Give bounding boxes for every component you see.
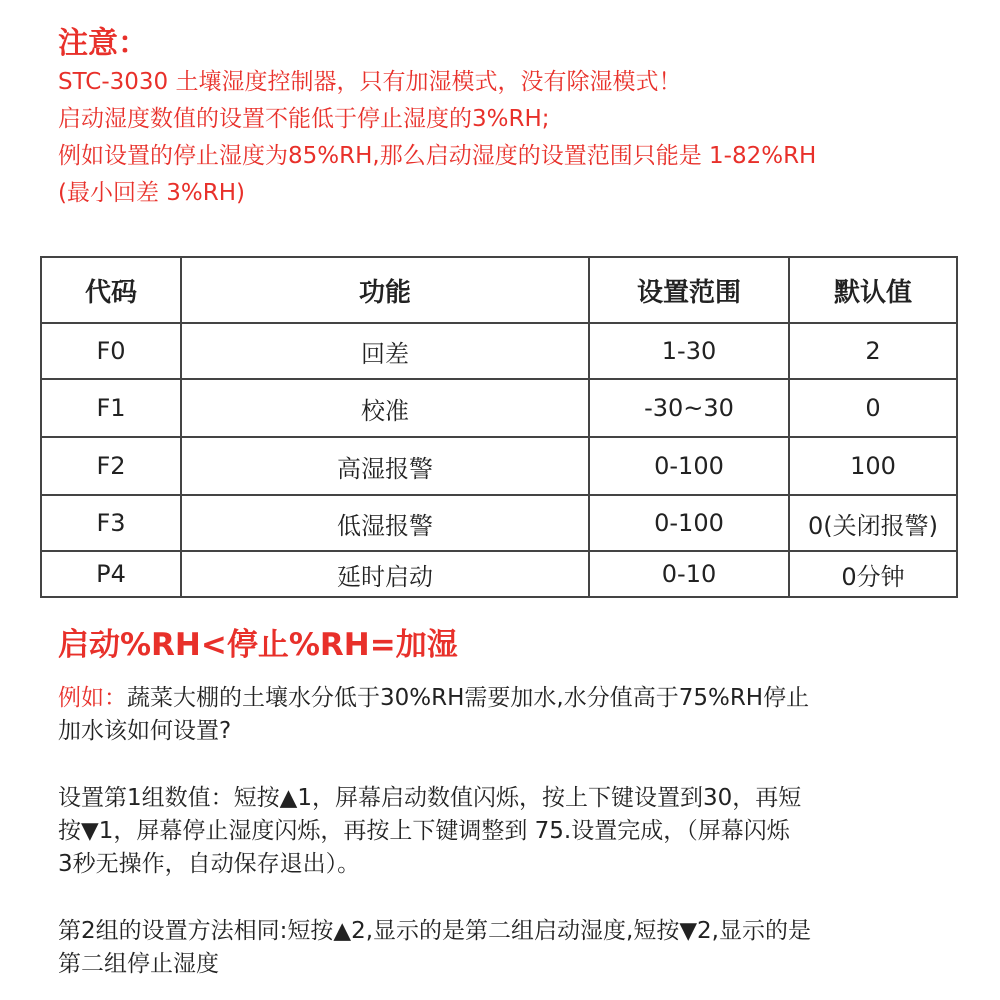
step2-line: 第二组停止湿度 (58, 951, 219, 977)
notice-title: 注意： (58, 26, 148, 61)
table-row (41, 379, 957, 437)
step1-line: 设置第1组数值：短按▲1，屏幕启动数值闪烁，按上下键设置到30，再短 (58, 785, 802, 811)
cell-function: 校准 (181, 379, 589, 437)
cell-code: F2 (41, 437, 181, 495)
cell-range: -30~30 (589, 379, 789, 437)
notice-block (58, 26, 988, 212)
step2-line: 第2组的设置方法相同:短按▲2,显示的是第二组启动湿度,短按▼2,显示的是 (58, 918, 811, 944)
cell-default: 100 (789, 437, 957, 495)
cell-range: 0-100 (589, 437, 789, 495)
header-default: 默认值 (789, 257, 957, 323)
cell-default: 0(关闭报警) (789, 495, 957, 551)
example-question-text: 蔬菜大棚的土壤水分低于30%RH需要加水,水分值高于75%RH停止 (127, 685, 810, 711)
humidify-rule: 启动%RH<停止%RH=加湿 (58, 627, 458, 663)
example-question (58, 682, 968, 715)
cell-default: 0 (789, 379, 957, 437)
notice-line: STC-3030 土壤湿度控制器，只有加湿模式，没有除湿模式！ (58, 69, 682, 95)
cell-default: 2 (789, 323, 957, 379)
cell-range: 1-30 (589, 323, 789, 379)
notice-line: 例如设置的停止湿度为85%RH,那么启动湿度的设置范围只能是 1-82%RH (58, 143, 817, 169)
header-code: 代码 (41, 257, 181, 323)
example-label: 例如： (58, 685, 127, 711)
example-question-cont: 加水该如何设置? (58, 718, 232, 744)
example-section (58, 682, 968, 981)
step1-line: 3秒无操作，自动保存退出）。 (58, 851, 361, 877)
table-row (41, 437, 957, 495)
cell-function: 低湿报警 (181, 495, 589, 551)
table-row (41, 551, 957, 597)
cell-code: F1 (41, 379, 181, 437)
notice-line: 启动湿度数值的设置不能低于停止湿度的3%RH; (58, 106, 550, 132)
cell-range: 0-100 (589, 495, 789, 551)
cell-code: F0 (41, 323, 181, 379)
cell-code: P4 (41, 551, 181, 597)
table-row (41, 495, 957, 551)
step1-line: 按▼1，屏幕停止湿度闪烁，再按上下键调整到 75.设置完成，（屏幕闪烁 (58, 818, 790, 844)
table-header-row (41, 257, 957, 323)
header-range: 设置范围 (589, 257, 789, 323)
cell-range: 0-10 (589, 551, 789, 597)
notice-line: (最小回差 3%RH) (58, 180, 246, 206)
header-function: 功能 (181, 257, 589, 323)
cell-function: 回差 (181, 323, 589, 379)
cell-code: F3 (41, 495, 181, 551)
cell-function: 高湿报警 (181, 437, 589, 495)
cell-function: 延时启动 (181, 551, 589, 597)
table-row (41, 323, 957, 379)
cell-default: 0分钟 (789, 551, 957, 597)
parameter-table (40, 256, 958, 598)
